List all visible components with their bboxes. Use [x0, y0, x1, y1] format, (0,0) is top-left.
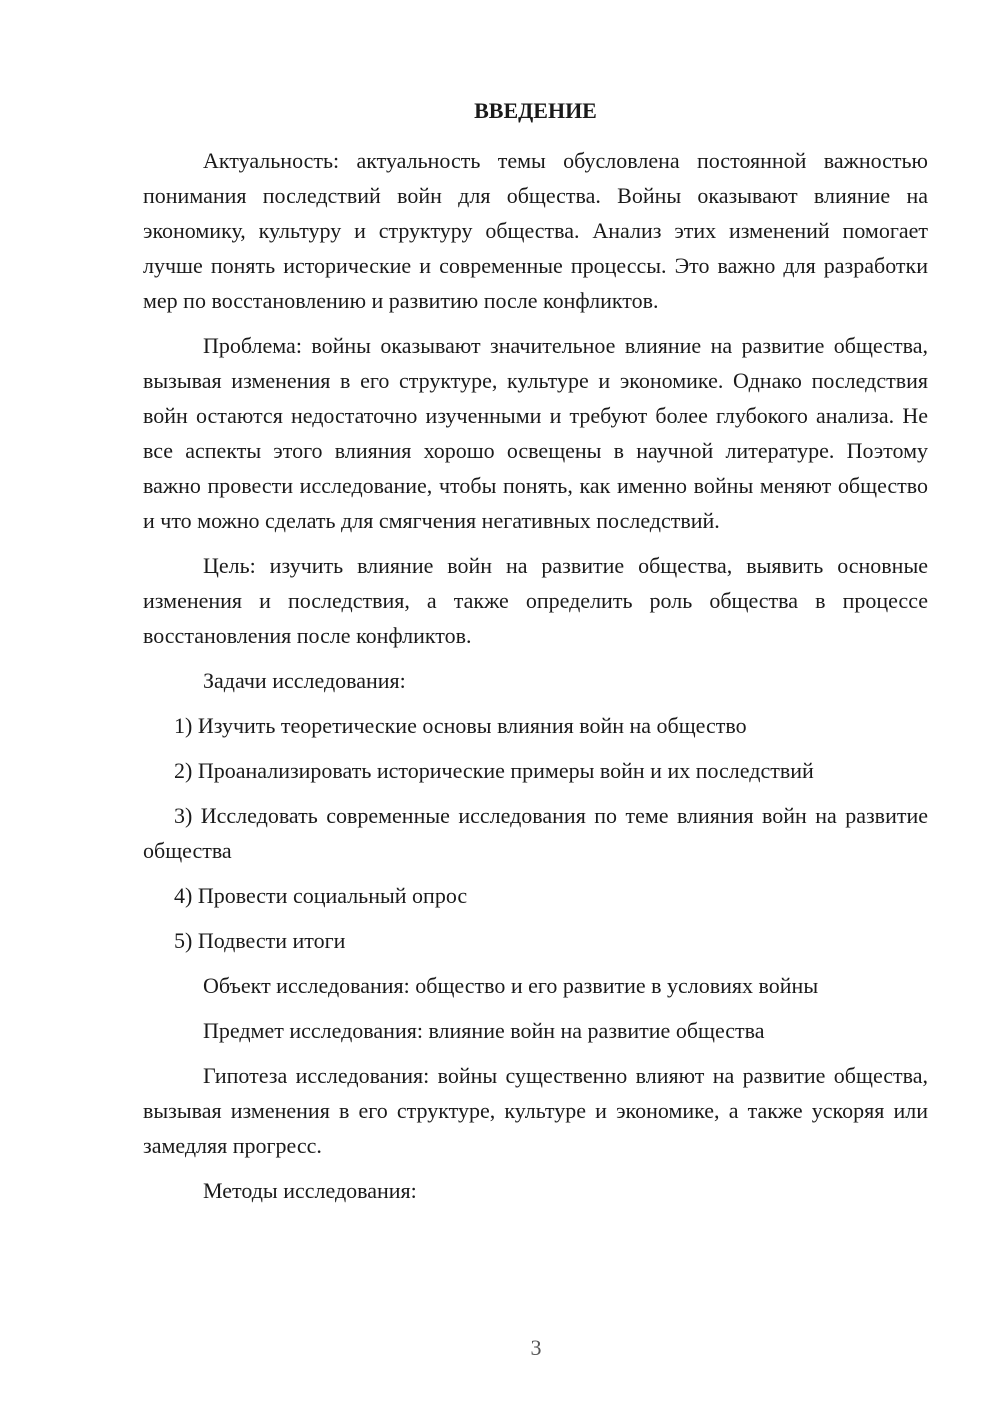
task-item-1: 1) Изучить теоретические основы влияния войн на общество [174, 713, 747, 738]
paragraph-goal: Цель: изучить влияние войн на развитие общества, выявить основные изменения и последствия, а также определить роль общества в процессе восстановления после конфликтов. [143, 553, 928, 648]
task-item-4: 4) Провести социальный опрос [174, 883, 468, 908]
page-number: 3 [530, 1335, 542, 1360]
paragraph-hypothesis: Гипотеза исследования: войны существенно влияют на развитие общества, вызывая изменения в его структуре, культуре и экономике, а также ускоряя или замедляя прогресс. [143, 1063, 928, 1158]
methods-heading: Методы исследования: [203, 1178, 417, 1203]
task-item-2: 2) Проанализировать исторические примеры войн и их последствий [174, 758, 814, 783]
page-title: ВВЕДЕНИЕ [474, 98, 597, 123]
paragraph-problem: Проблема: войны оказывают значительное влияние на развитие общества, вызывая изменения в его структуре, культуре и экономике. Однако последствия войн остаются недостаточно изученными и требуют более глубокого анализа. Не все аспекты этого влияния хорошо освещены в научной литературе. Поэтому важно провести исследование, чтобы понять, как именно войны меняют общество и что можно сделать для смягчения негативных последствий. [143, 333, 928, 533]
paragraph-subject: Предмет исследования: влияние войн на развитие общества [203, 1018, 765, 1043]
tasks-heading: Задачи исследования: [203, 668, 406, 693]
paragraph-relevance: Актуальность: актуальность темы обусловлена постоянной важностью понимания последствий войн для общества. Войны оказывают влияние на экономику, культуру и структуру общества. Анализ этих изменений помогает лучше понять исторические и современные процессы. Это важно для разработки мер по восстановлению и развитию после конфликтов. [143, 148, 928, 313]
page-body [143, 143, 928, 1218]
task-item-5: 5) Подвести итоги [174, 928, 346, 953]
task-item-3: 3) Исследовать современные исследования по теме влияния войн на развитие общества [143, 803, 928, 863]
paragraph-object: Объект исследования: общество и его развитие в условиях войны [203, 973, 819, 998]
